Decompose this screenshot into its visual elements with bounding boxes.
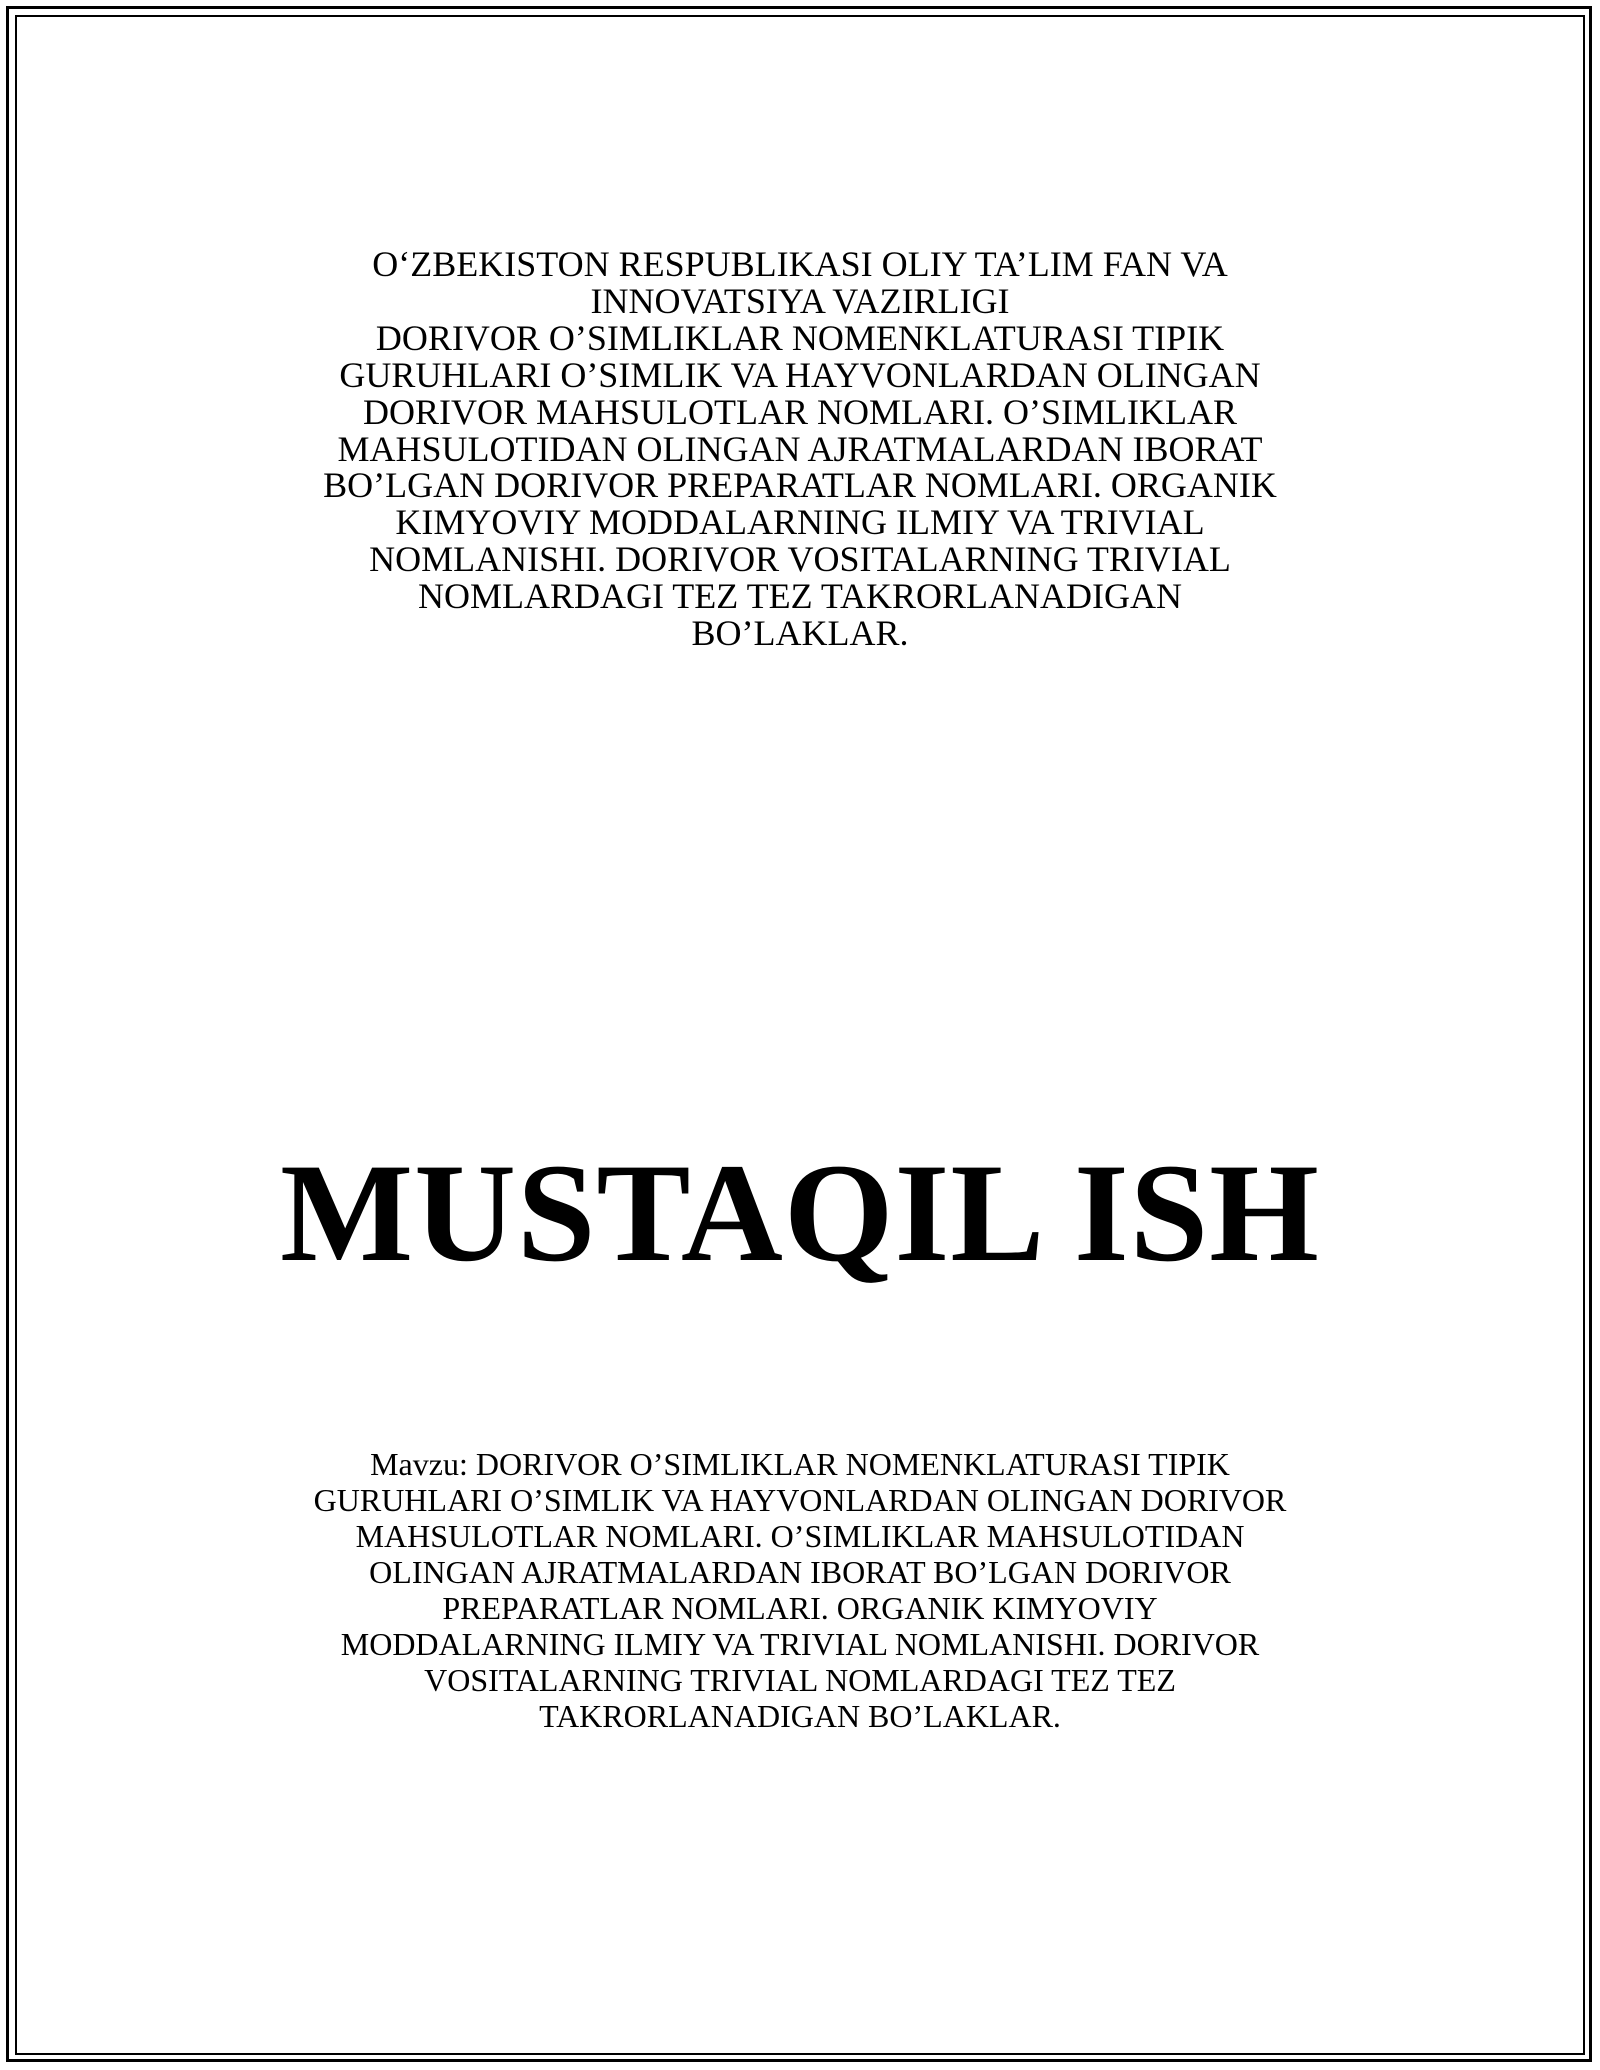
topic-section (200, 1446, 1400, 1734)
topic-line: PREPARATLAR NOMLARI. ORGANIK KIMYOVIY (442, 1590, 1158, 1626)
header-line: KIMYOVIY MODDALARNING ILMIY VA TRIVIAL (395, 502, 1205, 543)
header-line: GURUHLARI O’SIMLIK VA HAYVONLARDAN OLINGAN (339, 354, 1261, 395)
header-line: MAHSULOTIDAN OLINGAN AJRATMALARDAN IBORAT (337, 428, 1263, 469)
topic-line: TAKRORLANADIGAN BO’LAKLAR. (539, 1698, 1061, 1734)
header-line: NOMLANISHI. DORIVOR VOSITALARNING TRIVIAL (369, 539, 1231, 580)
document-title: MUSTAQIL ISH (280, 1135, 1320, 1291)
header-line: DORIVOR MAHSULOTLAR NOMLARI. O’SIMLIKLAR (363, 391, 1237, 432)
header-line: DORIVOR O’SIMLIKLAR NOMENKLATURASI TIPIK (375, 317, 1225, 358)
header-line: BO’LGAN DORIVOR PREPARATLAR NOMLARI. ORGANIK (323, 465, 1277, 506)
header-line: NOMLARDAGI TEZ TEZ TAKRORLANADIGAN (417, 576, 1183, 617)
topic-line: OLINGAN AJRATMALARDAN IBORAT BO’LGAN DORIVOR (369, 1554, 1231, 1590)
topic-line: MAHSULOTLAR NOMLARI. O’SIMLIKLAR MAHSULOTIDAN (355, 1518, 1245, 1554)
topic-line: VOSITALARNING TRIVIAL NOMLARDAGI TEZ TEZ (424, 1662, 1176, 1698)
topic-line: MODDALARNING ILMIY VA TRIVIAL NOMLANISHI. DORIVOR (340, 1626, 1260, 1662)
ministry-header (210, 246, 1390, 652)
topic-line: GURUHLARI O’SIMLIK VA HAYVONLARDAN OLINGAN DORIVOR (313, 1482, 1287, 1518)
header-line: O‘ZBEKISTON RESPUBLIKASI OLIY TA’LIM FAN VA (372, 244, 1228, 284)
topic-line: Mavzu: DORIVOR O’SIMLIKLAR NOMENKLATURASI TIPIK (370, 1446, 1230, 1482)
header-line: INNOVATSIYA VAZIRLIGI (590, 280, 1010, 321)
header-line: BO’LAKLAR. (691, 613, 909, 654)
